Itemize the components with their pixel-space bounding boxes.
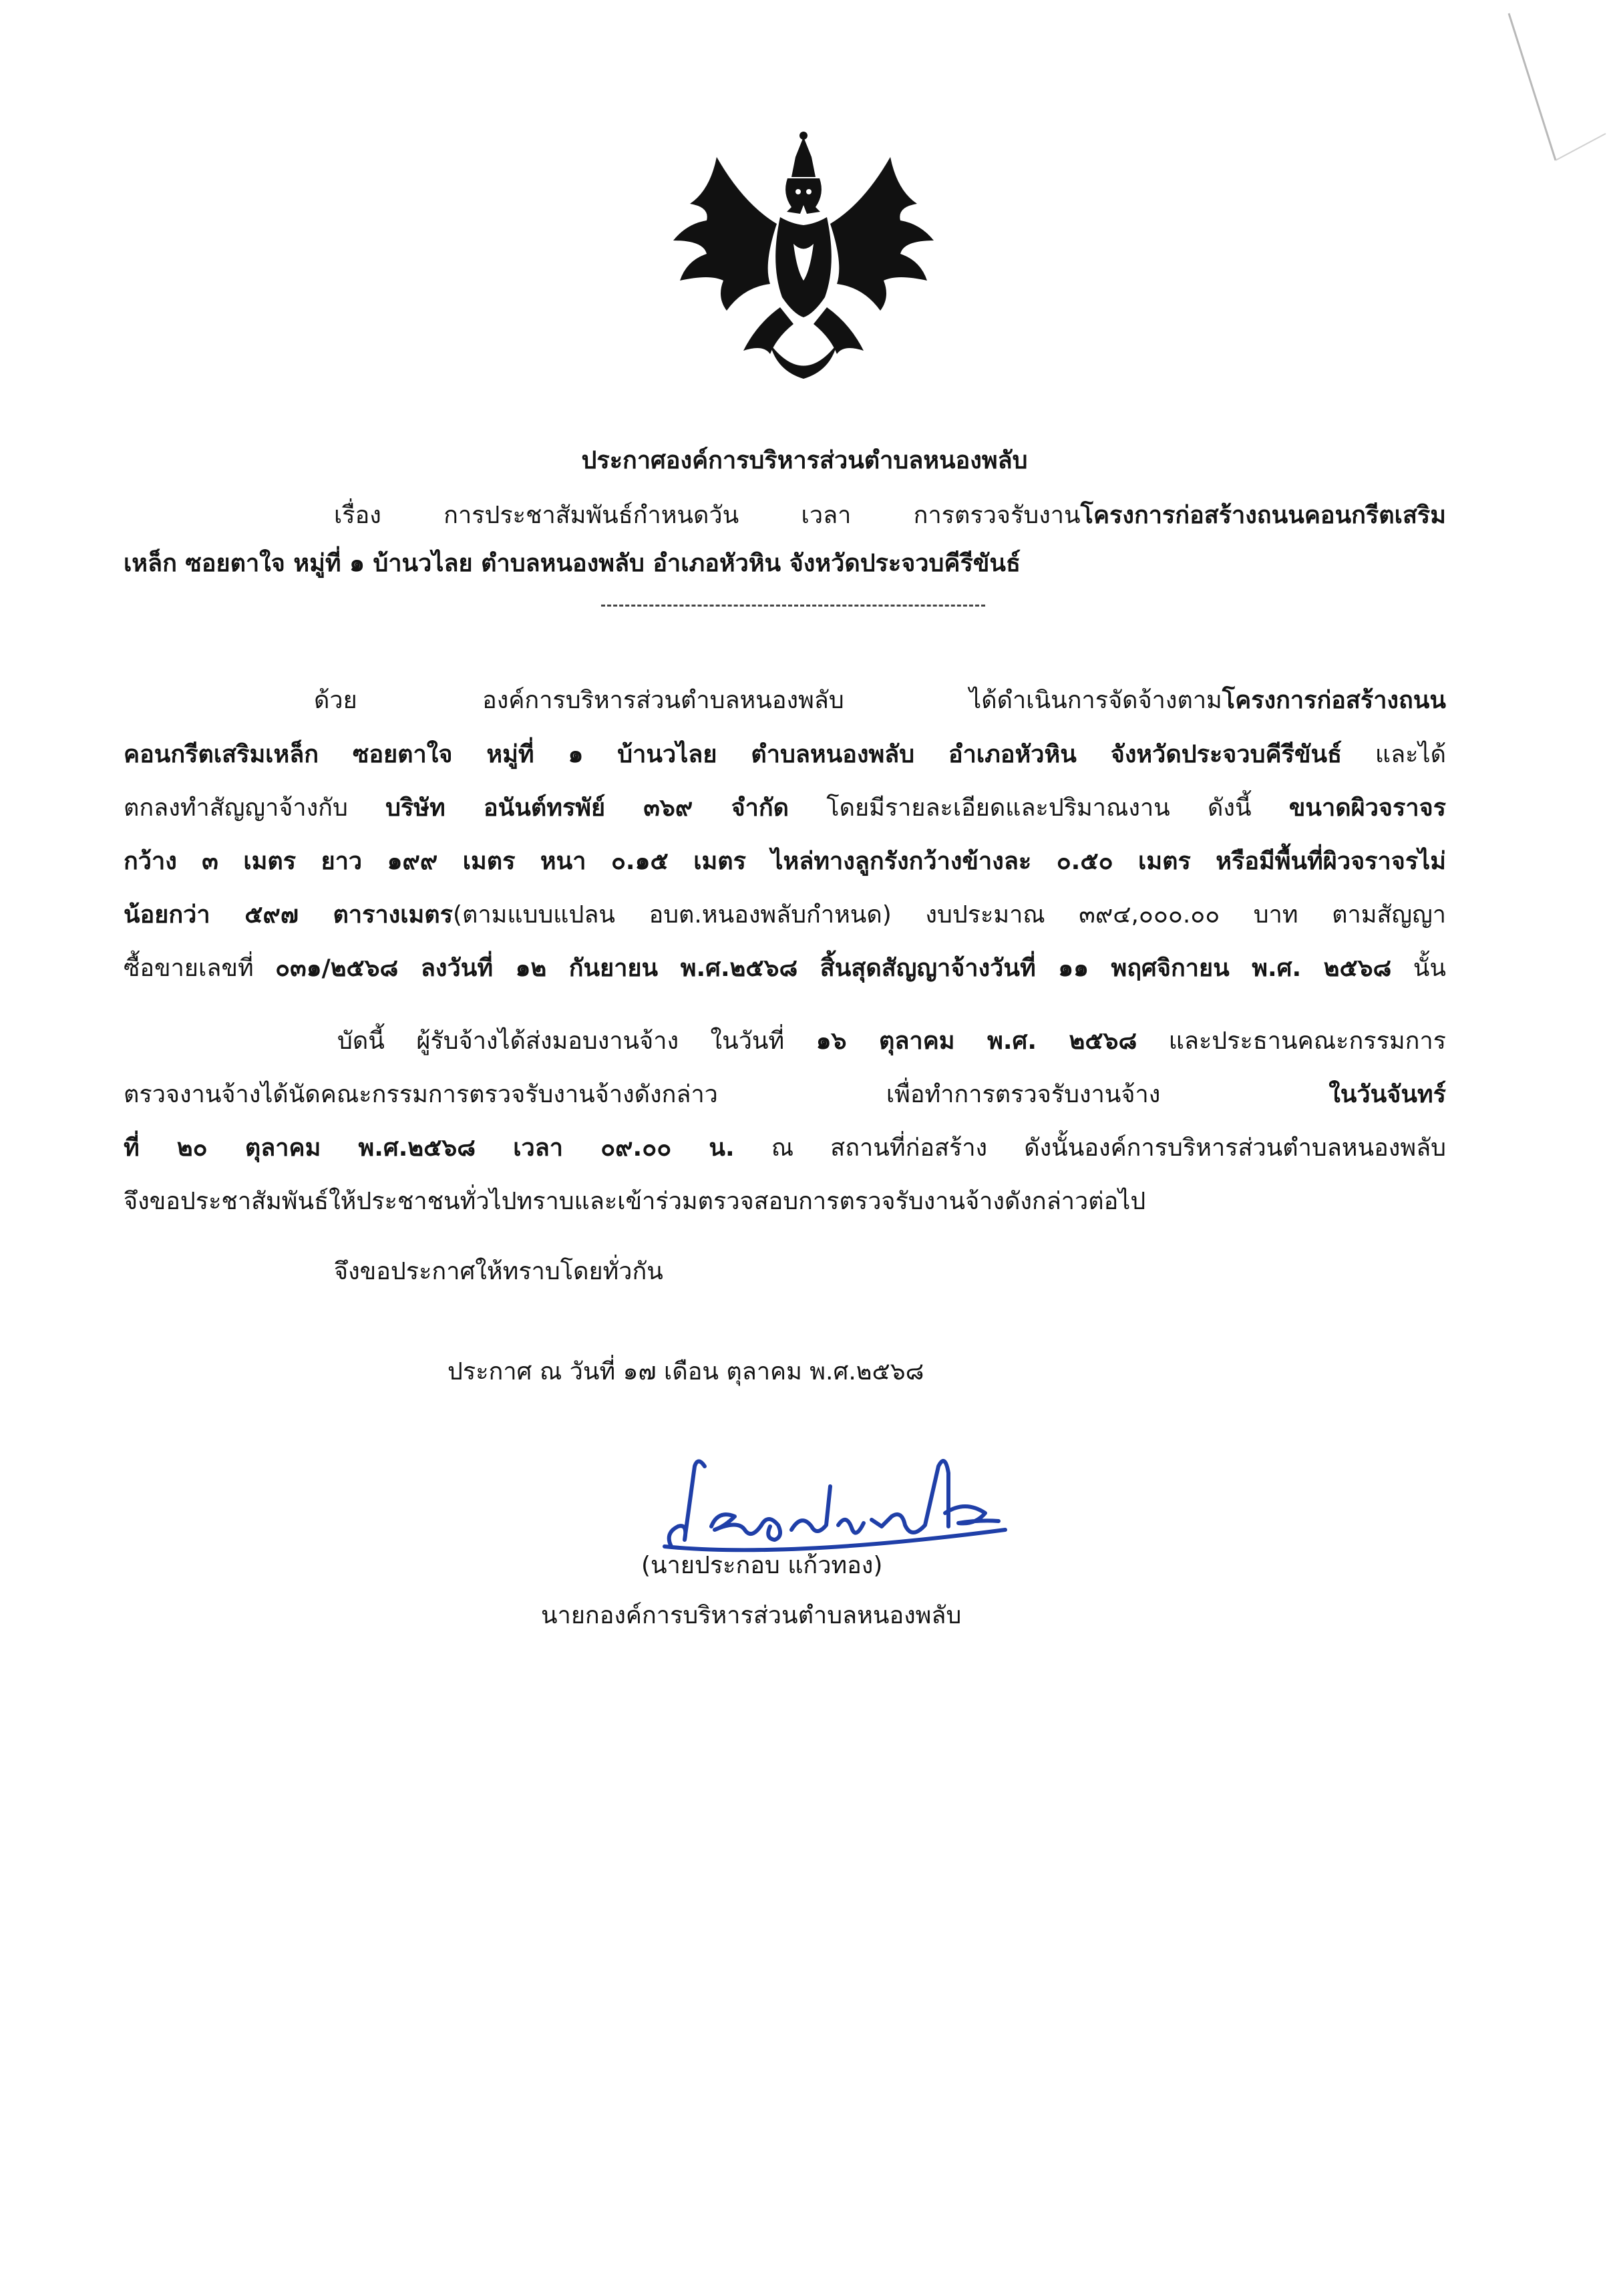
garuda-emblem-icon [670, 130, 937, 387]
contract-dates: ๐๓๑/๒๕๖๘ ลงวันที่ ๑๒ กันยายน พ.ศ.๒๕๖๘ สิ้นสุดสัญญาจ้างวันที่ ๑๑ พฤศจิกายน พ.ศ. ๒๕๖๘ [275, 955, 1392, 982]
paragraph-2-line-3 [124, 1132, 1446, 1164]
p2-text: บัดนี้ ผู้รับจ้างได้ส่งมอบงานจ้าง ในวันที่ [337, 1027, 816, 1055]
subject-line-1 [334, 500, 1446, 532]
p1-text: ตกลงทำสัญญาจ้างกับ [124, 794, 386, 822]
signatory-position: นายกองค์การบริหารส่วนตำบลหนองพลับ [541, 1602, 962, 1629]
paragraph-2-line-1 [337, 1025, 1446, 1057]
p1-text: โดยมีรายละเอียดและปริมาณงาน ดังนี้ [789, 794, 1289, 822]
p1-text: ซื้อขายเลขที่ [124, 955, 276, 982]
subject-project-name: โครงการก่อสร้างถนนคอนกรีตเสริม [1080, 502, 1446, 529]
subject-line-2: เหล็ก ซอยตาใจ หมู่ที่ ๑ บ้านวไลย ตำบลหนองพลับ อำเภอหัวหิน จังหวัดประจวบคีรีขันธ์ [124, 550, 1021, 577]
paragraph-1-line-6 [124, 953, 1446, 985]
p1-text: นั้น [1391, 955, 1447, 982]
p2-text: และประธานคณะกรรมการ [1137, 1027, 1446, 1055]
paragraph-2-line-4: จึงขอประชาสัมพันธ์ให้ประชาชนทั่วไปทราบและเข้าร่วมตรวจสอบการตรวจรับงานจ้างดังกล่าวต่อไป [124, 1188, 1146, 1215]
page-title: ประกาศองค์การบริหารส่วนตำบลหนองพลับ [581, 447, 1028, 474]
divider-line [601, 605, 985, 607]
p1-bold: ขนาดผิวจราจร [1288, 794, 1446, 822]
handwritten-signature [651, 1446, 1012, 1560]
p1-text: ด้วย องค์การบริหารส่วนตำบลหนองพลับ ได้ดำเนินการจัดจ้างตาม [314, 687, 1222, 714]
folded-corner-mark [1435, 0, 1609, 174]
p1-project-bold: คอนกรีตเสริมเหล็ก ซอยตาใจ หมู่ที่ ๑ บ้านวไลย ตำบลหนองพลับ อำเภอหัวหิน จังหวัดประจวบคีรีขันธ์ [124, 741, 1343, 768]
p2-bold: ในวันจันทร์ [1328, 1081, 1446, 1108]
paragraph-2-line-2 [124, 1079, 1446, 1111]
p1-budget-text: (ตามแบบแปลน อบต.หนองพลับกำหนด) งบประมาณ ๓๙๔,๐๐๐.๐๐ บาท ตามสัญญา [453, 901, 1446, 929]
p1-bold: โครงการก่อสร้างถนน [1222, 687, 1446, 714]
signatory-name: (นายประกอบ แก้วทอง) [641, 1552, 883, 1579]
announcement-date: ประกาศ ณ วันที่ ๑๗ เดือน ตุลาคม พ.ศ.๒๕๖๘ [448, 1358, 924, 1385]
p1-text: และได้ [1342, 741, 1447, 768]
paragraph-1-line-1 [314, 685, 1446, 717]
paragraph-1-line-5 [124, 899, 1446, 931]
subject-lead: เรื่อง การประชาสัมพันธ์กำหนดวัน เวลา การตรวจรับงาน [334, 502, 1081, 529]
closing-statement: จึงขอประกาศให้ทราบโดยทั่วกัน [334, 1258, 663, 1285]
delivery-date: ๑๖ ตุลาคม พ.ศ. ๒๕๖๘ [816, 1027, 1137, 1055]
paragraph-1-line-2 [124, 739, 1446, 771]
p1-area-bold: น้อยกว่า ๕๙๗ ตารางเมตร [124, 901, 454, 929]
paragraph-1-line-3 [124, 792, 1446, 824]
contractor-name: บริษัท อนันต์ทรพัย์ ๓๖๙ จำกัด [385, 794, 789, 822]
p2-text: ตรวจงานจ้างได้นัดคณะกรรมการตรวจรับงานจ้างดังกล่าว เพื่อทำการตรวจรับงานจ้าง [124, 1081, 1329, 1108]
p2-text: ณ สถานที่ก่อสร้าง ดังนั้นองค์การบริหารส่วนตำบลหนองพลับ [734, 1134, 1446, 1162]
inspection-datetime: ที่ ๒๐ ตุลาคม พ.ศ.๒๕๖๘ เวลา ๐๙.๐๐ น. [124, 1134, 735, 1162]
paragraph-1-line-4: กว้าง ๓ เมตร ยาว ๑๙๙ เมตร หนา ๐.๑๕ เมตร ไหล่ทางลูกรังกว้างข้างละ ๐.๕๐ เมตร หรือมีพื้นที่ผิวจราจรไม่ [124, 848, 1446, 875]
